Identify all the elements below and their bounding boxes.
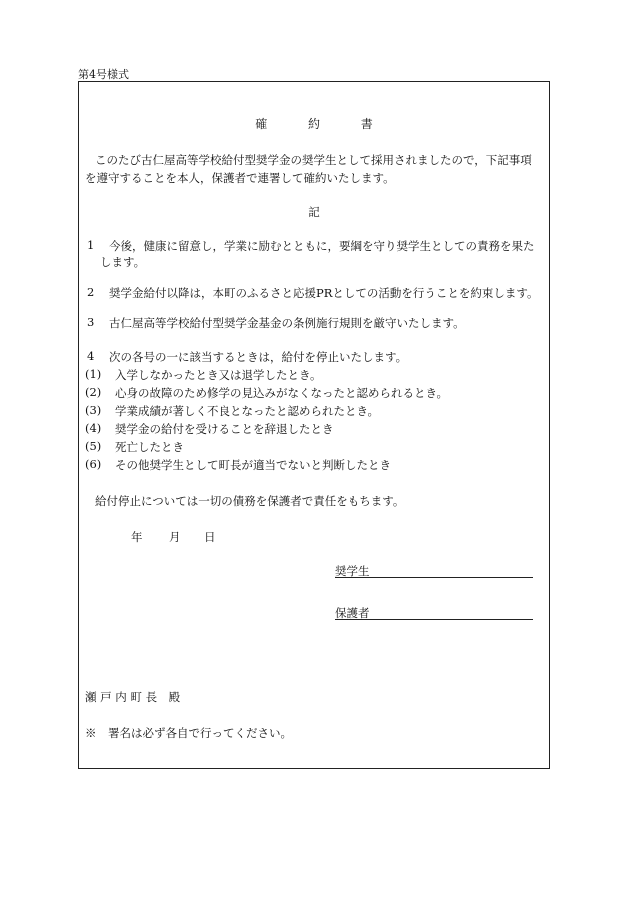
sub-item-3-number: (3) [85, 403, 102, 417]
form-number: 第4号様式 [78, 68, 129, 81]
intro-line-1: このたび古仁屋高等学校給付型奨学金の奨学生として採用されましたので，下記事項 [95, 153, 532, 167]
item-1-number: 1 [87, 238, 95, 252]
item-1-line-2: します。 [100, 255, 146, 269]
date-month: 月 [169, 530, 181, 544]
sub-item-5-text: 死亡したとき [115, 440, 184, 454]
item-4-text: 次の各号の一に該当するときは，給付を停止いたします。 [109, 350, 408, 364]
student-signature-label: 奨学生 [335, 564, 370, 578]
guardian-signature-label: 保護者 [335, 606, 370, 620]
sub-item-4-text: 奨学金の給付を受けることを辞退したとき [115, 422, 334, 436]
document-title: 確 約 書 [255, 117, 388, 131]
item-2-text: 奨学金給付以降は，本町のふるさと応援PRとしての活動を行うことを約束します。 [109, 286, 539, 300]
item-3-number: 3 [87, 315, 95, 329]
item-3-text: 古仁屋高等学校給付型奨学金基金の条例施行規則を厳守いたします。 [109, 316, 465, 330]
sub-item-5-number: (5) [85, 439, 102, 453]
document-frame [78, 81, 550, 769]
signature-note: ※ 署名は必ず各自で行ってください。 [85, 726, 292, 740]
sub-item-2-number: (2) [85, 385, 102, 399]
sub-item-1-number: (1) [85, 367, 102, 381]
addressee: 瀬 戸 内 町 長 殿 [85, 690, 181, 704]
item-1-line-1: 今後，健康に留意し，学業に励むとともに，要綱を守り奨学生としての責務を果た [109, 239, 535, 253]
sub-item-4-number: (4) [85, 421, 102, 435]
sub-item-1-text: 入学しなかったとき又は退学したとき。 [115, 368, 322, 382]
item-2-number: 2 [87, 285, 95, 299]
intro-line-2: を遵守することを本人，保護者で連署して確約いたします。 [85, 171, 395, 185]
date-day: 日 [204, 530, 216, 544]
sub-item-6-number: (6) [85, 457, 102, 471]
section-heading: 記 [308, 205, 320, 219]
student-signature-field [335, 563, 533, 578]
item-4-number: 4 [87, 349, 95, 363]
liability-statement: 給付停止については一切の債務を保護者で責任をもちます。 [95, 494, 405, 508]
sub-item-6-text: その他奨学生として町長が適当でないと判断したとき [115, 458, 391, 472]
sub-item-3-text: 学業成績が著しく不良となったと認められたとき。 [115, 404, 380, 418]
date-year: 年 [131, 530, 143, 544]
guardian-signature-field [335, 605, 533, 620]
sub-item-2-text: 心身の故障のため修学の見込みがなくなったと認められるとき。 [115, 386, 449, 400]
